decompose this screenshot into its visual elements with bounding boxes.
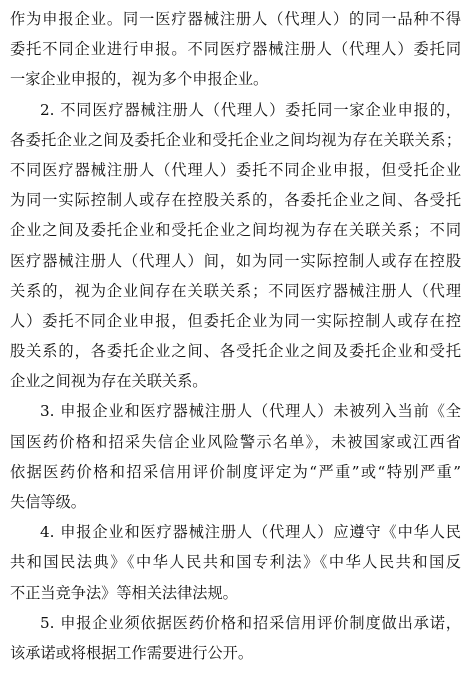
paragraph-1-continued xyxy=(10,4,461,95)
text-line: 关系的，视为企业间存在关联关系；不同医疗器械注册人（代理 xyxy=(10,281,461,300)
paragraph-item-5 xyxy=(10,608,461,668)
text-line: 国医药价格和招采失信企业风险警示名单》，未被国家或江西省 xyxy=(10,432,461,451)
text-line: 失信等级。 xyxy=(10,493,86,511)
text-line: 不正当竞争法》等相关法律法规。 xyxy=(10,583,238,602)
text-line: 股关系的，各委托企业之间、各受托企业之间及委托企业和受托 xyxy=(10,342,461,361)
text-line: 作为申报企业。同一医疗器械注册人（代理人）的同一品种不得 xyxy=(10,10,461,28)
text-line: 5. 申报企业须依据医药价格和招采信用评价制度做出承诺， xyxy=(40,613,461,632)
text-line: 人）委托不同企业申报，但委托企业为同一实际控制人或存在控 xyxy=(10,311,461,330)
text-line: 一家企业申报的，视为多个申报企业。 xyxy=(10,70,269,89)
text-line: 委托不同企业进行申报。不同医疗器械注册人（代理人）委托同 xyxy=(10,40,461,59)
text-line: 企业之间视为存在关联关系。 xyxy=(10,372,208,391)
text-line: 该承诺或将根据工作需要进行公开。 xyxy=(10,643,253,662)
paragraph-item-3 xyxy=(10,396,461,517)
paragraph-item-2 xyxy=(10,95,461,397)
text-line: 2. 不同医疗器械注册人（代理人）委托同一家企业申报的， xyxy=(40,100,461,119)
text-line: 3. 申报企业和医疗器械注册人（代理人）未被列入当前《全 xyxy=(40,402,461,421)
paragraph-item-4 xyxy=(10,517,461,608)
text-line: 依据医药价格和招采信用评价制度评定为“严重”或“特别严重” xyxy=(10,462,461,481)
text-line: 各委托企业之间及委托企业和受托企业之间均视为存在关联关系； xyxy=(10,130,461,149)
text-line: 医疗器械注册人（代理人）间，如为同一实际控制人或存在控股 xyxy=(10,251,461,270)
text-line: 共和国民法典》《中华人民共和国专利法》《中华人民共和国反 xyxy=(10,553,461,572)
text-line: 4. 申报企业和医疗器械注册人（代理人）应遵守《中华人民 xyxy=(40,523,461,542)
text-line: 不同医疗器械注册人（代理人）委托不同企业申报，但受托企业 xyxy=(10,160,461,179)
text-line: 为同一实际控制人或存在控股关系的，各委托企业之间、各受托 xyxy=(10,191,461,210)
text-line: 企业之间及委托企业和受托企业之间均视为存在关联关系；不同 xyxy=(10,221,461,240)
